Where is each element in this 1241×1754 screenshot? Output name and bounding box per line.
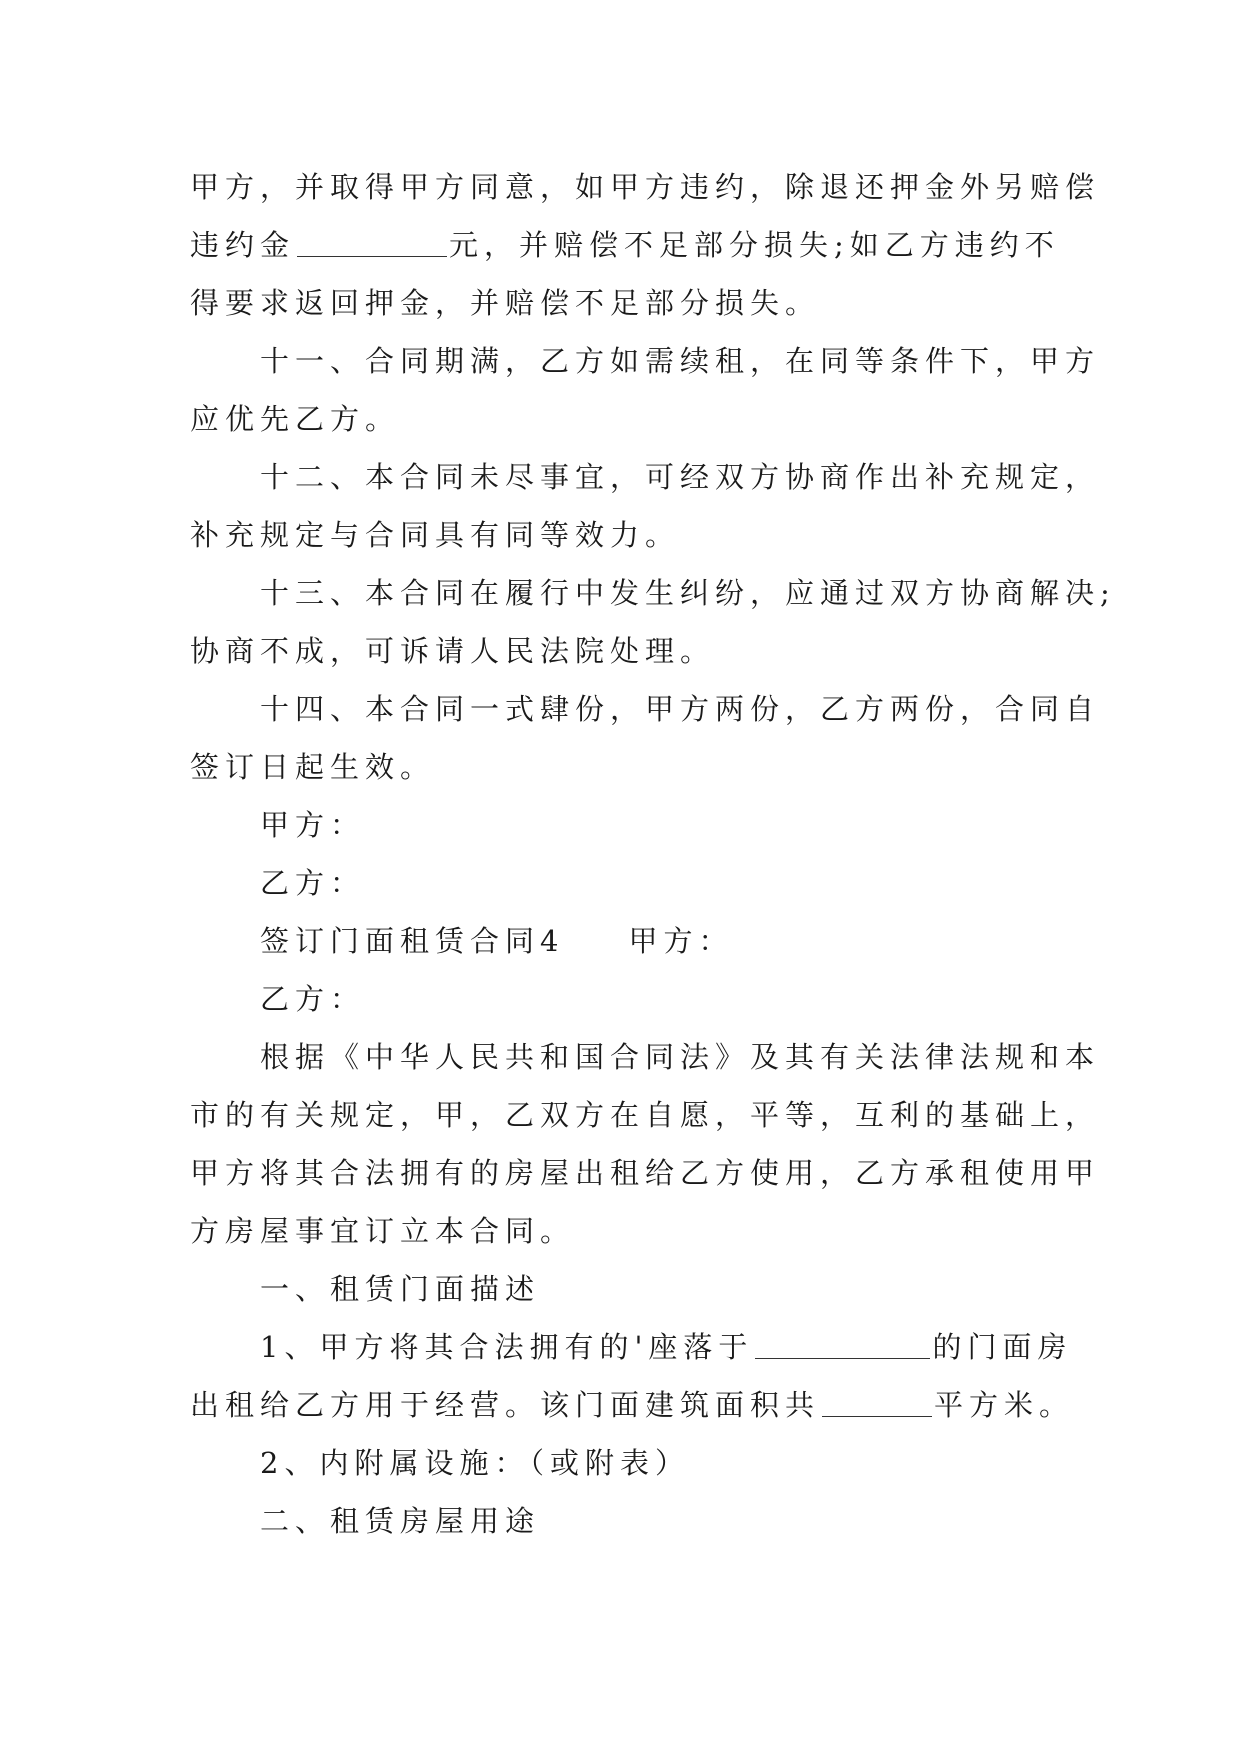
- text-fragment: 违约金: [190, 228, 296, 262]
- text-line: 补充规定与合同具有同等效力。: [190, 518, 681, 552]
- text-line: 应优先乙方。: [190, 402, 401, 436]
- text-line: 签订日起生效。: [190, 750, 436, 784]
- party-b-label: 乙方：: [260, 982, 366, 1016]
- text-fragment: 元，并赔偿不足部分损失;如乙方违约不: [449, 228, 1060, 262]
- contract-title: 签订门面租赁合同4: [260, 924, 565, 958]
- section-heading: 二、租赁房屋用途: [260, 1504, 541, 1538]
- text-line: 2、内附属设施：（或附表）: [260, 1446, 690, 1480]
- clause-11: 十一、合同期满，乙方如需续租，在同等条件下，甲方: [260, 344, 1101, 378]
- text-line: 协商不成，可诉请人民法院处理。: [190, 634, 716, 668]
- text-line: [190, 1318, 1073, 1376]
- text-fragment: 平方米。: [934, 1388, 1075, 1422]
- fill-in-blank: [755, 1328, 930, 1359]
- text-line: 甲方将其合法拥有的房屋出租给乙方使用，乙方承租使用甲: [190, 1156, 1101, 1190]
- party-a-label: 甲方：: [628, 924, 734, 958]
- text-line: 甲方，并取得甲方同意，如甲方违约，除退还押金外另赔偿: [190, 170, 1101, 204]
- text-line: 方房屋事宜订立本合同。: [190, 1214, 576, 1248]
- clause-12: 十二、本合同未尽事宜，可经双方协商作出补充规定，: [260, 460, 1101, 494]
- party-a-signature-label: 甲方：: [260, 808, 366, 842]
- text-fragment: 1、甲方将其合法拥有的'座落于: [260, 1330, 754, 1364]
- text-line: 得要求返回押金，并赔偿不足部分损失。: [190, 286, 821, 320]
- document-page: [190, 158, 1116, 1550]
- text-fragment: 出租给乙方用于经营。该门面建筑面积共: [190, 1388, 821, 1422]
- text-line: 市的有关规定，甲，乙双方在自愿，平等，互利的基础上，: [190, 1098, 1101, 1132]
- contract-heading-line: [190, 912, 1050, 970]
- text-line: [190, 1376, 1075, 1434]
- clause-14: 十四、本合同一式肆份，甲方两份，乙方两份，合同自: [260, 692, 1101, 726]
- fill-in-blank: [822, 1386, 932, 1417]
- fill-in-blank: [297, 226, 447, 257]
- clause-13: 十三、本合同在履行中发生纠纷，应通过双方协商解决;: [260, 576, 1116, 610]
- text-fragment: 的门面房: [932, 1330, 1073, 1364]
- preamble-line: 根据《中华人民共和国合同法》及其有关法律法规和本: [260, 1040, 1101, 1074]
- party-b-signature-label: 乙方：: [260, 866, 366, 900]
- section-heading: 一、租赁门面描述: [260, 1272, 541, 1306]
- text-line: [190, 216, 1060, 274]
